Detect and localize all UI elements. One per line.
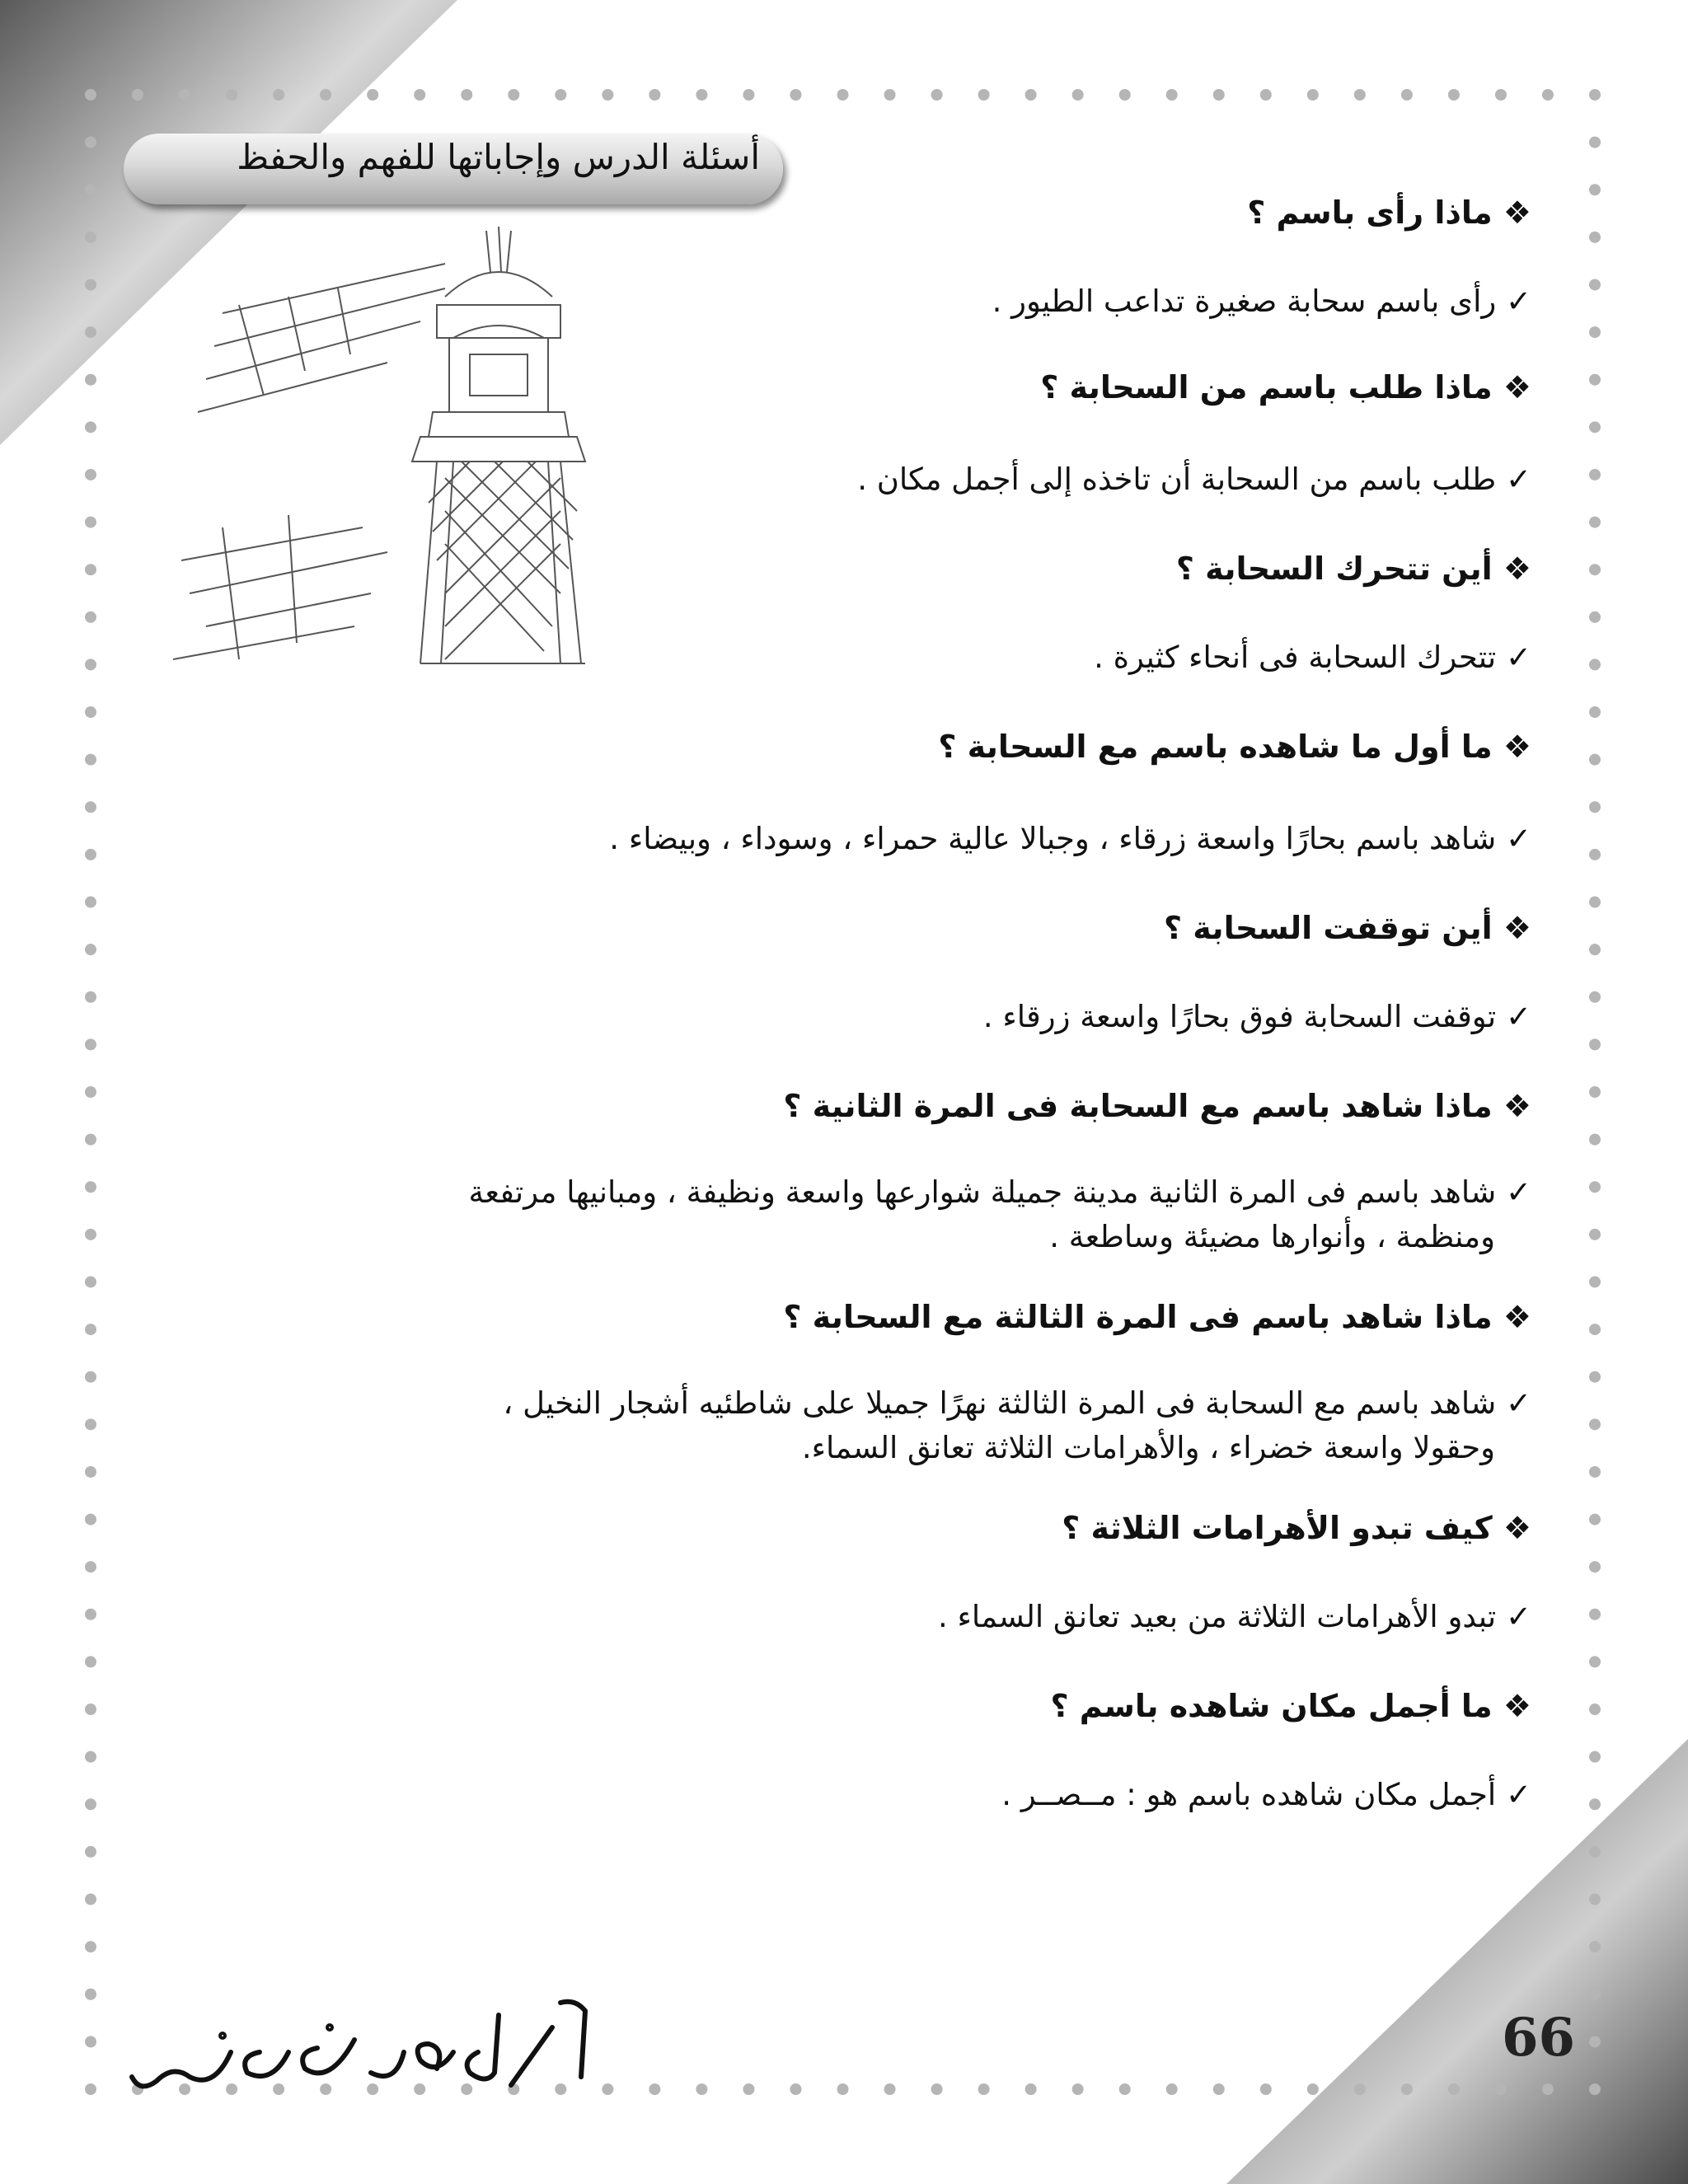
frame-dot [696,89,707,101]
frame-dot [1589,564,1601,575]
frame-dot [85,469,96,480]
diamond-bullet-icon: ❖ [1503,551,1531,587]
frame-dot [1589,1418,1601,1430]
answer-3 [196,636,1531,679]
answer-4 [196,818,1531,860]
frame-dot [1354,89,1366,101]
frame-dot [1589,1038,1601,1050]
checkmark-icon: ✓ [1505,1174,1531,1210]
question-text: ماذا رأى باسم ؟ [1247,194,1493,231]
page-number: 66 [1502,2007,1576,2069]
frame-dot [884,2083,896,2095]
frame-dot [85,1038,96,1050]
answer-text: شاهد باسم بحارًا واسعة زرقاء ، وجبالا عالية حمراء ، وسوداء ، وبيضاء . [609,821,1497,856]
checkmark-icon: ✓ [1505,284,1531,319]
frame-dot [1589,1656,1601,1667]
answer-text-continued: وحقولا واسعة خضراء ، والأهرامات الثلاثة تعانق السماء. [801,1430,1495,1465]
question-text: ماذا شاهد باسم فى المرة الثالثة مع السحابة ؟ [783,1299,1493,1335]
frame-dot [1589,1704,1601,1715]
frame-dot [1589,184,1601,195]
frame-dot [85,991,96,1003]
frame-dot [1119,2083,1131,2095]
frame-dot [649,89,660,101]
frame-dot [85,517,96,528]
section-title: أسئلة الدرس وإجاباتها للفهم والحفظ [237,137,760,177]
frame-dot [743,89,754,101]
frame-dot [1025,2083,1037,2095]
question-2 [196,366,1531,409]
frame-dot [1401,89,1413,101]
diamond-bullet-icon: ❖ [1503,194,1531,231]
frame-dot [1025,89,1037,101]
frame-dot [85,2083,96,2095]
answer-text: شاهد باسم مع السحابة فى المرة الثالثة نهرًا جميلا على شاطئيه أشجار النخيل ، [503,1385,1497,1421]
answer-text: طلب باسم من السحابة أن تاخذه إلى أجمل مكان . [857,462,1497,497]
frame-dot [85,1324,96,1335]
answer-7 [196,1381,1531,1470]
frame-dot [85,1751,96,1763]
question-3 [196,547,1531,590]
frame-dot [85,1609,96,1620]
frame-dot [1072,2083,1084,2095]
frame-dot [1589,801,1601,813]
answer-2 [196,458,1531,501]
frame-dot [1448,89,1460,101]
question-5 [196,907,1531,949]
frame-dot [1495,89,1507,101]
question-4 [196,725,1531,768]
frame-dot [1589,1561,1601,1572]
frame-dot [1260,89,1272,101]
question-1 [196,191,1531,234]
frame-dot [1589,991,1601,1003]
question-text: أين تتحرك السحابة ؟ [1175,551,1493,587]
frame-dot [1213,89,1225,101]
frame-dot [1589,754,1601,766]
answer-text: رأى باسم سحابة صغيرة تداعب الطيور . [992,284,1497,319]
frame-dot [1589,658,1601,670]
frame-dot [85,1798,96,1810]
frame-dot [1589,1134,1601,1146]
frame-dot [85,1656,96,1667]
frame-dot [85,706,96,718]
frame-dot [85,612,96,623]
frame-dot [85,2036,96,2047]
frame-dot [1589,517,1601,528]
question-text: ما أول ما شاهده باسم مع السحابة ؟ [938,729,1493,765]
frame-dot [461,89,472,101]
frame-dot [1589,1514,1601,1526]
frame-dot [85,1941,96,1952]
frame-dot [790,2083,801,2095]
answer-9 [196,1774,1531,1816]
checkmark-icon: ✓ [1505,1777,1531,1812]
checkmark-icon: ✓ [1505,821,1531,856]
frame-dot [837,2083,849,2095]
diamond-bullet-icon: ❖ [1503,729,1531,765]
frame-dot [884,89,896,101]
checkmark-icon: ✓ [1505,640,1531,675]
frame-dot [1589,944,1601,955]
frame-dot [1589,1229,1601,1240]
frame-dot [1589,89,1601,101]
frame-dot [602,89,613,101]
diamond-bullet-icon: ❖ [1503,369,1531,405]
frame-dot [1589,849,1601,860]
frame-dot [1589,1466,1601,1478]
answer-text: تبدو الأهرامات الثلاثة من بعيد تعانق السماء . [938,1599,1497,1634]
frame-dot [85,1894,96,1905]
question-text: ما أجمل مكان شاهده باسم ؟ [1050,1688,1493,1724]
answer-text: تتحرك السحابة فى أنحاء كثيرة . [1094,640,1497,675]
author-signature [124,1994,602,2102]
frame-dot [1307,89,1319,101]
frame-dot [790,89,801,101]
frame-dot [85,801,96,813]
question-text: ماذا شاهد باسم مع السحابة فى المرة الثانية ؟ [783,1088,1493,1124]
frame-dot [85,944,96,955]
question-7 [196,1296,1531,1338]
frame-dot [85,1371,96,1383]
checkmark-icon: ✓ [1505,1385,1531,1421]
frame-dot [1589,326,1601,338]
question-9 [196,1685,1531,1727]
frame-dot [85,1561,96,1572]
frame-dot [1166,89,1178,101]
frame-dot [85,1086,96,1098]
frame-dot [743,2083,754,2095]
frame-dot [85,1134,96,1146]
frame-dot [85,1229,96,1240]
frame-dot [1542,89,1554,101]
frame-dot [1589,1181,1601,1193]
diamond-bullet-icon: ❖ [1503,1688,1531,1724]
question-text: أين توقفت السحابة ؟ [1163,910,1493,946]
frame-dot [1589,1371,1601,1383]
diamond-bullet-icon: ❖ [1503,1088,1531,1124]
frame-dot [1589,1324,1601,1335]
frame-dot [85,1276,96,1287]
answer-text-continued: ومنظمة ، وأنوارها مضيئة وساطعة . [1049,1219,1495,1254]
diamond-bullet-icon: ❖ [1503,1510,1531,1546]
checkmark-icon: ✓ [1505,999,1531,1034]
question-text: ماذا طلب باسم من السحابة ؟ [1040,369,1493,405]
frame-dot [1119,89,1131,101]
frame-dot [85,1846,96,1858]
frame-dot [555,89,566,101]
frame-dot [1589,612,1601,623]
frame-dot [508,89,519,101]
frame-dot [931,89,943,101]
frame-dot [1589,374,1601,386]
frame-dot [649,2083,660,2095]
question-8 [196,1507,1531,1549]
frame-dot [1213,2083,1225,2095]
frame-dot [1589,137,1601,148]
frame-dot [1589,421,1601,433]
frame-dot [85,1989,96,2000]
frame-dot [1589,279,1601,290]
frame-dot [1589,1609,1601,1620]
frame-dot [85,658,96,670]
answer-5 [196,996,1531,1038]
frame-dot [1589,1086,1601,1098]
answer-text: شاهد باسم فى المرة الثانية مدينة جميلة شوارعها واسعة ونظيفة ، ومبانيها مرتفعة [468,1174,1497,1210]
frame-dot [1589,706,1601,718]
frame-dot [85,754,96,766]
frame-dot [85,1181,96,1193]
frame-dot [1589,469,1601,480]
checkmark-icon: ✓ [1505,462,1531,497]
frame-dot [1072,89,1084,101]
checkmark-icon: ✓ [1505,1599,1531,1634]
frame-dot [696,2083,707,2095]
answer-text: أجمل مكان شاهده باسم هو : مــصــر . [1001,1777,1497,1812]
question-6 [196,1085,1531,1127]
frame-dot [1589,897,1601,908]
question-text: كيف تبدو الأهرامات الثلاثة ؟ [1062,1510,1493,1546]
frame-dot [1589,1276,1601,1287]
frame-dot [1589,232,1601,243]
frame-dot [85,564,96,575]
answer-1 [196,280,1531,323]
frame-dot [978,89,990,101]
frame-dot [1166,2083,1178,2095]
diamond-bullet-icon: ❖ [1503,910,1531,946]
qa-list [196,169,1531,1816]
answer-8 [196,1596,1531,1638]
answer-6 [196,1170,1531,1259]
diamond-bullet-icon: ❖ [1503,1299,1531,1335]
frame-dot [978,2083,990,2095]
frame-dot [85,1514,96,1526]
frame-dot [85,1418,96,1430]
frame-dot [85,897,96,908]
answer-text: توقفت السحابة فوق بحارًا واسعة زرقاء . [982,999,1497,1034]
frame-dot [85,1466,96,1478]
frame-dot [837,89,849,101]
frame-dot [85,849,96,860]
frame-dot [931,2083,943,2095]
frame-dot [602,2083,613,2095]
frame-dot [85,1704,96,1715]
